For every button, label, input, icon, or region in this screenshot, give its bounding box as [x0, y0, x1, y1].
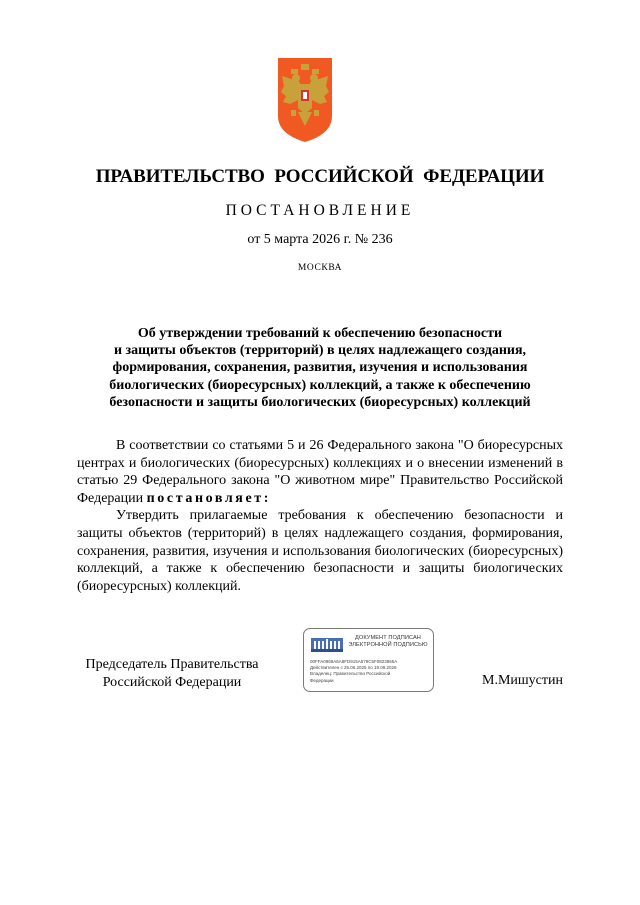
signer-name: М.Мишустин: [482, 673, 563, 688]
preamble-text: В соответствии со статьями 5 и 26 Федерального закона "О биоресурсных центрах и биологических (биоресурсных) коллекциях и о внесении изменений в статью 29 Федерального закона "О животном мире" Правительство Российской Федерации: [77, 438, 563, 506]
certificate-validity: Действителен с 26.06.2025 по 19.09.2026: [310, 665, 397, 671]
document-body: [77, 437, 563, 595]
signer-role-line: Российской Федерации: [102, 674, 242, 690]
stamp-title-line: ЭЛЕКТРОННОЙ ПОДПИСЬЮ: [348, 642, 428, 649]
stamp-details: [310, 659, 432, 684]
government-title: ПРАВИТЕЛЬСТВО РОССИЙСКОЙ ФЕДЕРАЦИИ: [95, 166, 545, 187]
certificate-owner-cont: Федерации: [310, 677, 334, 683]
body-paragraph-resolution: Утвердить прилагаемые требования к обеспечению безопасности и защиты объектов (территорий) в целях надлежащего создания, формирования, сохранения, развития, изучения и использования биологических (биоресурсных) коллекций, а также к обеспечению безопасности и защиты биологических (биоресурсных) коллекций.: [77, 508, 563, 594]
document-type: ПОСТАНОВЛЕНИЕ: [225, 202, 415, 219]
document-city: МОСКВА: [297, 263, 343, 273]
body-paragraph-preamble: [77, 437, 563, 507]
coat-of-arms-emblem: [276, 56, 334, 144]
resolves-keyword: постановляет:: [146, 490, 272, 506]
stamp-title: [346, 635, 430, 650]
document-heading: [60, 325, 580, 411]
document-date-number: от 5 марта 2026 г. № 236: [247, 232, 393, 247]
stamp-title-line: ДОКУМЕНТ ПОДПИСАН: [355, 635, 421, 641]
electronic-signature-stamp: [303, 628, 434, 692]
heading-line: Об утверждении требований к обеспечению безопасности: [137, 326, 503, 341]
heading-line: формирования, сохранения, развития, изучения и использования: [112, 360, 528, 376]
building-icon: [311, 635, 343, 652]
heading-line: безопасности и защиты биологических (биоресурсных) коллекций: [109, 394, 531, 410]
certificate-serial: 00FFA0969A6A8FD915A579C5F0823865A: [310, 659, 398, 664]
certificate-owner: Владелец: Правительство Российской: [310, 671, 391, 677]
signer-role: [77, 656, 267, 691]
heading-line: и защиты объектов (территорий) в целях надлежащего создания,: [113, 343, 527, 359]
heading-line: биологических (биоресурсных) коллекций, а также к обеспечению: [109, 377, 531, 393]
signer-role-line: Председатель Правительства: [85, 657, 259, 672]
